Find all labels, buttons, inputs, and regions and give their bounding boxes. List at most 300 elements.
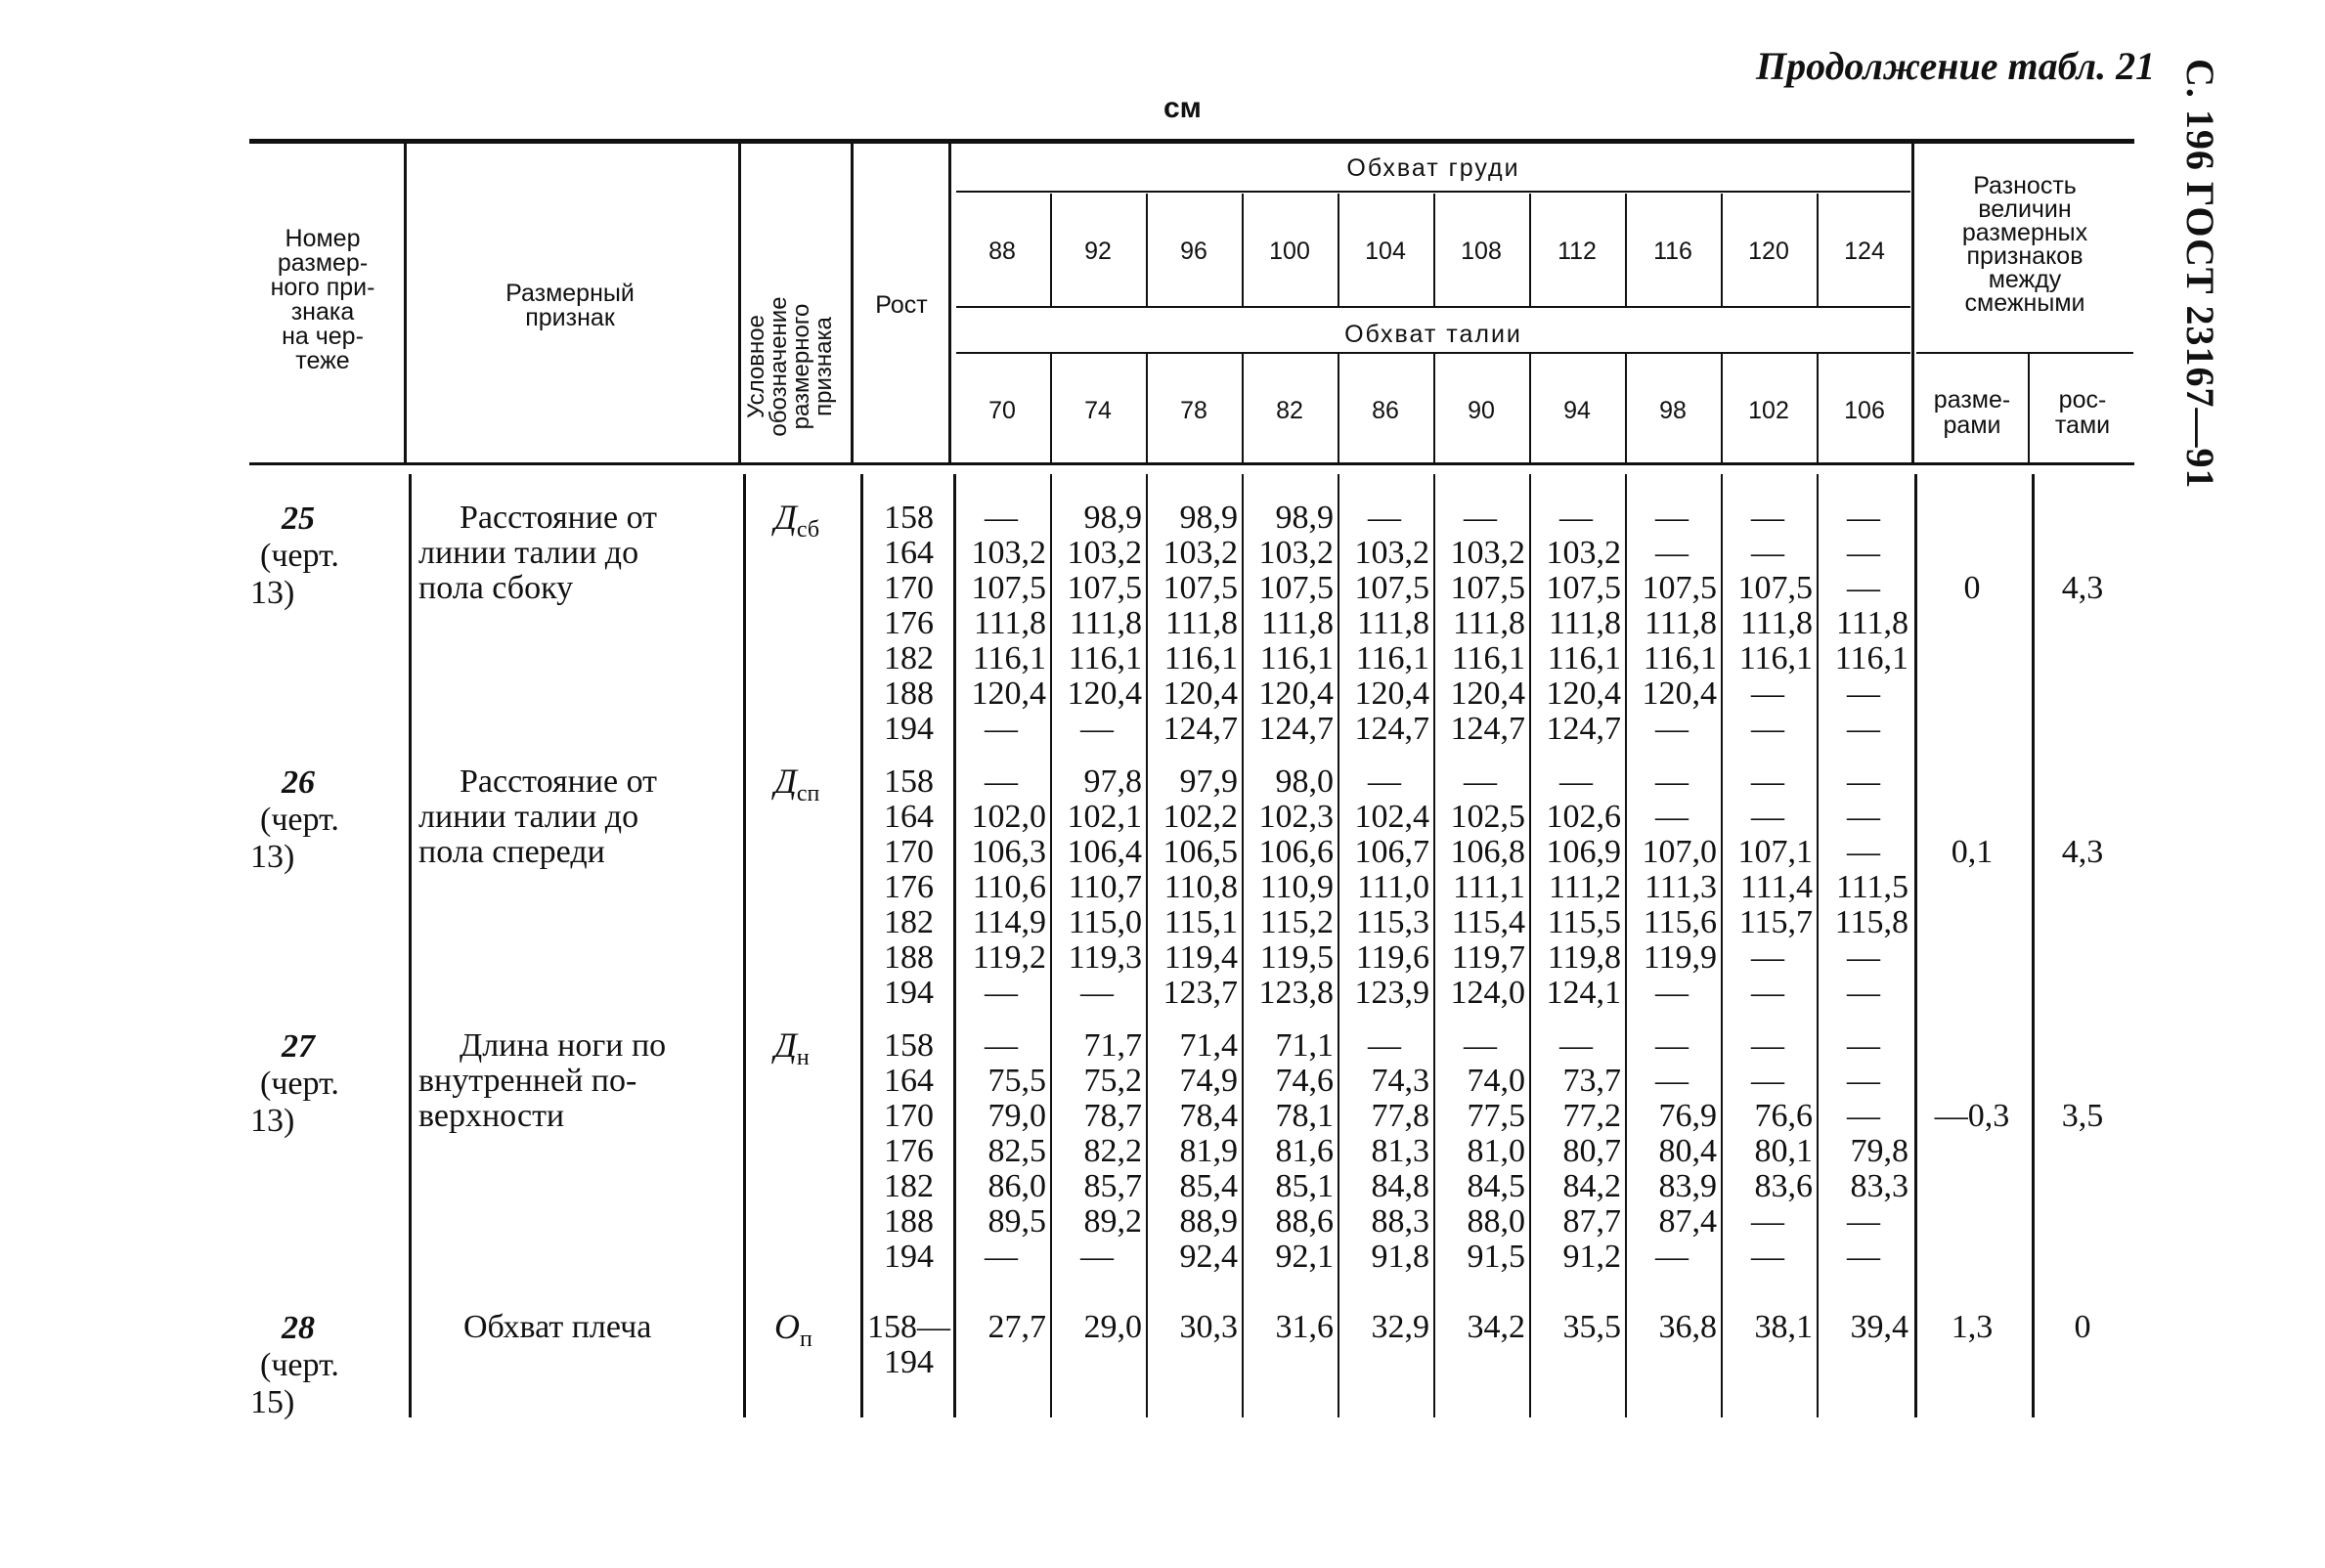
table-cell: 115,4 xyxy=(1451,904,1525,940)
height-value: 194 xyxy=(884,1239,934,1275)
drawing-reference: (черт. xyxy=(260,538,339,574)
height-value: 188 xyxy=(884,939,934,976)
table-cell: 88,3 xyxy=(1371,1203,1429,1240)
table-cell: 98,9 xyxy=(1179,500,1238,536)
chest-size-header: 104 xyxy=(1365,238,1406,265)
chest-size-header: 96 xyxy=(1180,238,1207,265)
vline-h2 xyxy=(738,143,741,462)
chest-size-header: 112 xyxy=(1557,238,1597,265)
waist-size-header: 82 xyxy=(1276,397,1303,424)
table-cell: 74,9 xyxy=(1179,1063,1238,1099)
feature-symbol xyxy=(774,497,819,544)
table-cell: 36,8 xyxy=(1658,1309,1717,1345)
table-cell: 116,1 xyxy=(1547,640,1621,676)
table-cell: 103,2 xyxy=(971,535,1046,571)
drawing-reference: 15) xyxy=(250,1384,295,1420)
table-cell: 78,1 xyxy=(1275,1098,1334,1134)
table-cell: — xyxy=(1464,1027,1497,1064)
table-cell: 102,5 xyxy=(1450,799,1525,835)
table-cell: 123,7 xyxy=(1162,975,1238,1011)
table-cell: 119,6 xyxy=(1355,939,1429,976)
table-cell: — xyxy=(1655,763,1689,800)
height-value: 164 xyxy=(884,799,934,835)
table-cell: — xyxy=(1751,975,1784,1011)
waist-title: Обхват талии xyxy=(1344,321,1522,348)
table-cell: — xyxy=(1655,500,1689,536)
table-cell: — xyxy=(1847,763,1880,800)
feature-symbol xyxy=(774,1024,810,1071)
feature-name-line: Длина ноги по xyxy=(460,1027,667,1064)
vline-b1 xyxy=(409,474,412,1417)
table-cell: 88,0 xyxy=(1467,1203,1525,1240)
height-value: 176 xyxy=(884,869,934,905)
table-cell: 32,9 xyxy=(1371,1309,1429,1345)
vline-h4 xyxy=(948,143,951,462)
table-cell: 116,1 xyxy=(972,640,1046,676)
table-top-rule xyxy=(249,139,2134,144)
feature-name-line: линии талии до xyxy=(418,799,639,835)
table-cell: 102,2 xyxy=(1162,799,1238,835)
table-cell: 97,8 xyxy=(1083,763,1142,800)
table-cell: 35,5 xyxy=(1562,1309,1621,1345)
vline-h3 xyxy=(851,143,854,462)
table-cell: 107,0 xyxy=(1642,834,1717,870)
table-cell: — xyxy=(1559,1027,1593,1064)
table-cell: — xyxy=(985,763,1018,800)
table-cell: — xyxy=(1751,1063,1784,1099)
row-number-cell xyxy=(244,764,352,876)
drawing-reference: 13) xyxy=(250,575,295,611)
table-cell: 81,9 xyxy=(1179,1133,1238,1169)
table-cell: 91,2 xyxy=(1562,1239,1621,1275)
vline-b2 xyxy=(743,474,746,1417)
feature-name-line: внутренней по- xyxy=(418,1063,637,1099)
feature-name-line: Расстояние от xyxy=(460,763,657,800)
symbol-subscript: сб xyxy=(796,517,820,544)
table-cell: 116,1 xyxy=(1163,640,1238,676)
symbol-subscript: п xyxy=(800,1327,812,1353)
height-value: 164 xyxy=(884,1063,934,1099)
table-cell: 119,9 xyxy=(1643,939,1717,976)
table-cell: 115,7 xyxy=(1738,904,1813,940)
table-cell: 111,8 xyxy=(1453,605,1525,641)
table-cell: — xyxy=(1847,711,1880,747)
row-number: 28 xyxy=(282,1310,315,1346)
table-cell: — xyxy=(1847,1239,1880,1275)
table-cell: 106,4 xyxy=(1067,834,1142,870)
table-cell: — xyxy=(1368,763,1401,800)
drawing-reference: 13) xyxy=(250,1103,295,1139)
table-cell: 103,2 xyxy=(1067,535,1142,571)
table-cell: 27,7 xyxy=(987,1309,1046,1345)
diff-rule xyxy=(1916,352,2133,354)
table-cell: 87,7 xyxy=(1562,1203,1621,1240)
table-cell: — xyxy=(1847,939,1880,976)
table-cell: 106,5 xyxy=(1162,834,1238,870)
table-cell: 81,0 xyxy=(1467,1133,1525,1169)
table-cell: 83,6 xyxy=(1754,1168,1813,1204)
feature-name-line: пола сбоку xyxy=(418,570,574,606)
table-cell: 78,4 xyxy=(1179,1098,1238,1134)
table-cell: — xyxy=(1464,500,1497,536)
table-cell: 84,2 xyxy=(1562,1168,1621,1204)
table-cell: 86,0 xyxy=(987,1168,1046,1204)
diff-heights-value: 4,3 xyxy=(2061,570,2104,606)
chest-size-header: 100 xyxy=(1269,238,1310,265)
table-cell: 124,7 xyxy=(1450,711,1525,747)
table-cell: 84,8 xyxy=(1371,1168,1429,1204)
chest-size-header: 120 xyxy=(1748,238,1789,265)
table-cell: 116,1 xyxy=(1451,640,1525,676)
table-cell: 81,6 xyxy=(1275,1133,1334,1169)
height-value: 176 xyxy=(884,605,934,641)
table-cell: — xyxy=(1751,799,1784,835)
feature-name xyxy=(418,1028,731,1134)
table-cell: — xyxy=(1080,975,1114,1011)
side-label: С. 196 ГОСТ 23167—91 xyxy=(2178,59,2222,490)
table-cell: 116,1 xyxy=(1834,640,1908,676)
table-cell: 79,8 xyxy=(1850,1133,1908,1169)
table-cell: 76,9 xyxy=(1658,1098,1717,1134)
chest-size-header: 88 xyxy=(988,238,1016,265)
col-header-symbol: Условное обозначение размерного признака xyxy=(743,296,837,437)
table-cell: 119,5 xyxy=(1259,939,1334,976)
height-value: 158 xyxy=(884,763,934,800)
feature-symbol xyxy=(774,761,819,807)
symbol-subscript: сп xyxy=(796,781,820,807)
feature-name-line: Расстояние от xyxy=(460,500,657,536)
table-cell: — xyxy=(1847,535,1880,571)
table-cell: 115,8 xyxy=(1834,904,1908,940)
table-cell: — xyxy=(1847,799,1880,835)
table-cell: 115,0 xyxy=(1068,904,1142,940)
height-value: 158 xyxy=(884,500,934,536)
table-cell: 111,8 xyxy=(1165,605,1238,641)
table-cell: — xyxy=(1847,1027,1880,1064)
table-cell: 107,1 xyxy=(1737,834,1813,870)
diff-sizes-value: 0,1 xyxy=(1951,834,1994,870)
table-cell: 39,4 xyxy=(1850,1309,1908,1345)
waist-size-header: 106 xyxy=(1844,397,1885,424)
height-value: 170 xyxy=(884,570,934,606)
table-cell: — xyxy=(1080,711,1114,747)
table-cell: 115,2 xyxy=(1259,904,1334,940)
table-cell: 77,8 xyxy=(1371,1098,1429,1134)
height-value: 158— xyxy=(867,1309,950,1345)
table-cell: 120,4 xyxy=(1546,675,1621,712)
waist-size-header: 94 xyxy=(1563,397,1591,424)
drawing-reference: (черт. xyxy=(260,802,339,838)
table-cell: — xyxy=(1847,675,1880,712)
table-cell: 107,5 xyxy=(1642,570,1717,606)
table-cell: 103,2 xyxy=(1546,535,1621,571)
height-value: 182 xyxy=(884,904,934,940)
table-cell: 111,0 xyxy=(1357,869,1429,905)
table-cell: 119,4 xyxy=(1163,939,1238,976)
table-cell: — xyxy=(1655,1239,1689,1275)
table-cell: 83,3 xyxy=(1850,1168,1908,1204)
table-cell: 116,1 xyxy=(1738,640,1813,676)
waist-size-header: 70 xyxy=(988,397,1016,424)
col-header-feature: Размерный признак xyxy=(505,280,635,331)
table-cell: 120,4 xyxy=(1162,675,1238,712)
table-cell: — xyxy=(1751,711,1784,747)
table-cell: 91,8 xyxy=(1371,1239,1429,1275)
height-value: 188 xyxy=(884,675,934,712)
table-cell: — xyxy=(985,975,1018,1011)
table-cell: 119,8 xyxy=(1547,939,1621,976)
table-cell: 103,2 xyxy=(1258,535,1334,571)
table-cell: — xyxy=(1847,1063,1880,1099)
table-cell: — xyxy=(1847,1203,1880,1240)
feature-name-line: пола спереди xyxy=(418,834,605,870)
table-cell: 106,8 xyxy=(1450,834,1525,870)
waist-size-header: 74 xyxy=(1084,397,1112,424)
table-cell: 75,5 xyxy=(987,1063,1046,1099)
table-cell: 120,4 xyxy=(1067,675,1142,712)
waist-size-header: 90 xyxy=(1468,397,1495,424)
diff-heights-value: 4,3 xyxy=(2061,834,2104,870)
table-cell: 38,1 xyxy=(1754,1309,1813,1345)
table-cell: 110,6 xyxy=(972,869,1046,905)
table-cell: 78,7 xyxy=(1083,1098,1142,1134)
table-cell: — xyxy=(1655,711,1689,747)
table-cell: 111,8 xyxy=(1070,605,1142,641)
table-cell: 77,2 xyxy=(1562,1098,1621,1134)
table-cell: — xyxy=(1751,675,1784,712)
table-cell: 111,8 xyxy=(1357,605,1429,641)
table-cell: — xyxy=(1847,975,1880,1011)
row-number-cell xyxy=(244,501,352,612)
table-cell: — xyxy=(985,1027,1018,1064)
symbol-letter: Д xyxy=(774,762,797,801)
table-cell: 107,5 xyxy=(1546,570,1621,606)
table-cell: 120,4 xyxy=(1450,675,1525,712)
table-cell: 102,4 xyxy=(1354,799,1429,835)
waist-size-header: 86 xyxy=(1372,397,1399,424)
row-number: 27 xyxy=(282,1028,315,1065)
table-cell: 98,9 xyxy=(1275,500,1334,536)
row-number-cell xyxy=(244,1028,352,1140)
waist-size-header: 98 xyxy=(1659,397,1687,424)
table-cell: 91,5 xyxy=(1467,1239,1525,1275)
diff-sizes-value: 0 xyxy=(1963,570,1981,606)
table-cell: 111,3 xyxy=(1645,869,1717,905)
table-cell: 87,4 xyxy=(1658,1203,1717,1240)
table-cell: 120,4 xyxy=(1642,675,1717,712)
height-value: 182 xyxy=(884,640,934,676)
table-cell: — xyxy=(1847,500,1880,536)
feature-symbol xyxy=(774,1306,812,1353)
table-cell: 106,9 xyxy=(1546,834,1621,870)
table-cell: 98,0 xyxy=(1275,763,1334,800)
chest-size-header: 108 xyxy=(1461,238,1502,265)
table-cell: 89,5 xyxy=(987,1203,1046,1240)
table-cell: 71,1 xyxy=(1275,1027,1334,1064)
diff-sizes-value: 1,3 xyxy=(1951,1309,1994,1345)
table-cell: 34,2 xyxy=(1467,1309,1525,1345)
chest-size-header: 124 xyxy=(1844,238,1885,265)
table-cell: 106,7 xyxy=(1354,834,1429,870)
height-value: 176 xyxy=(884,1133,934,1169)
table-cell: 76,6 xyxy=(1754,1098,1813,1134)
table-cell: — xyxy=(1559,500,1593,536)
table-cell: 82,5 xyxy=(987,1133,1046,1169)
table-cell: 123,9 xyxy=(1354,975,1429,1011)
table-cell: 111,8 xyxy=(1836,605,1908,641)
table-cell: 115,6 xyxy=(1643,904,1717,940)
table-cell: 75,2 xyxy=(1083,1063,1142,1099)
table-cell: 73,7 xyxy=(1562,1063,1621,1099)
table-cell: 111,8 xyxy=(1549,605,1621,641)
table-cell: — xyxy=(1751,535,1784,571)
feature-name-line: линии талии до xyxy=(418,535,639,571)
table-cell: 81,3 xyxy=(1371,1133,1429,1169)
table-cell: — xyxy=(1368,500,1401,536)
diff-heights-header: рос- тами xyxy=(2054,386,2111,439)
table-cell: — xyxy=(1751,1027,1784,1064)
height-value: 170 xyxy=(884,834,934,870)
header-bottom-rule xyxy=(249,462,2134,465)
table-cell: 115,5 xyxy=(1547,904,1621,940)
table-cell: 120,4 xyxy=(971,675,1046,712)
vline-b5 xyxy=(1914,474,1917,1417)
table-cell: 29,0 xyxy=(1083,1309,1142,1345)
table-cell: 111,8 xyxy=(1645,605,1717,641)
symbol-letter: Д xyxy=(774,498,797,537)
height-value: 194 xyxy=(884,1344,934,1380)
table-cell: 119,2 xyxy=(972,939,1046,976)
table-cell: 116,1 xyxy=(1355,640,1429,676)
chest-size-header: 92 xyxy=(1084,238,1112,265)
table-cell: 102,6 xyxy=(1546,799,1621,835)
table-cell: 79,0 xyxy=(987,1098,1046,1134)
table-cell: 102,0 xyxy=(971,799,1046,835)
table-cell: 98,9 xyxy=(1083,500,1142,536)
symbol-letter: О xyxy=(774,1307,800,1346)
table-cell: — xyxy=(1847,1098,1880,1134)
diff-heights-value: 0 xyxy=(2074,1309,2091,1345)
vline-h1 xyxy=(404,143,407,462)
table-cell: 97,9 xyxy=(1179,763,1238,800)
table-cell: 107,5 xyxy=(1258,570,1334,606)
height-value: 182 xyxy=(884,1168,934,1204)
table-cell: — xyxy=(1847,834,1880,870)
table-cell: — xyxy=(1751,1203,1784,1240)
table-cell: 103,2 xyxy=(1354,535,1429,571)
drawing-reference: (черт. xyxy=(260,1066,339,1102)
table-cell: 107,5 xyxy=(1162,570,1238,606)
table-cell: 124,7 xyxy=(1162,711,1238,747)
table-cell: 114,9 xyxy=(972,904,1046,940)
drawing-reference: (черт. xyxy=(260,1347,339,1383)
table-cell: 120,4 xyxy=(1258,675,1334,712)
feature-name xyxy=(418,764,731,870)
vline-b6 xyxy=(2032,474,2035,1417)
table-cell: 106,3 xyxy=(971,834,1046,870)
row-number-cell xyxy=(244,1310,352,1421)
table-cell: — xyxy=(1080,1239,1114,1275)
continuation-title: Продолжение табл. 21 xyxy=(1756,44,2156,88)
table-cell: 83,9 xyxy=(1658,1168,1717,1204)
table-cell: 103,2 xyxy=(1162,535,1238,571)
table-cell: 116,1 xyxy=(1068,640,1142,676)
table-cell: — xyxy=(1751,500,1784,536)
symbol-subscript: н xyxy=(796,1045,810,1071)
diff-title: Разность величин размерных признаков между смежными xyxy=(1961,172,2088,317)
table-cell: — xyxy=(1655,1027,1689,1064)
table-cell: 120,4 xyxy=(1354,675,1429,712)
diff-heights-value: 3,5 xyxy=(2061,1098,2104,1134)
table-cell: 116,1 xyxy=(1259,640,1334,676)
table-cell: 77,5 xyxy=(1467,1098,1525,1134)
table-cell: 92,1 xyxy=(1275,1239,1334,1275)
table-cell: 92,4 xyxy=(1179,1239,1238,1275)
table-cell: 30,3 xyxy=(1179,1309,1238,1345)
table-cell: 85,1 xyxy=(1275,1168,1334,1204)
table-cell: — xyxy=(1464,763,1497,800)
diff-sizes-header: разме- рами xyxy=(1933,386,2011,439)
table-cell: — xyxy=(1751,1239,1784,1275)
vline-h6 xyxy=(2028,354,2030,462)
table-cell: 124,7 xyxy=(1258,711,1334,747)
row-number: 26 xyxy=(282,764,315,801)
height-value: 194 xyxy=(884,975,934,1011)
feature-name-line: верхности xyxy=(418,1098,565,1134)
table-cell: 107,5 xyxy=(1737,570,1813,606)
table-cell: 110,8 xyxy=(1163,869,1238,905)
col-header-height: Рост xyxy=(875,291,928,319)
table-cell: — xyxy=(1751,763,1784,800)
table-cell: 111,2 xyxy=(1549,869,1621,905)
height-value: 158 xyxy=(884,1027,934,1064)
table-cell: 102,1 xyxy=(1067,799,1142,835)
table-cell: 106,6 xyxy=(1258,834,1334,870)
table-cell: — xyxy=(985,500,1018,536)
table-cell: 124,7 xyxy=(1546,711,1621,747)
unit-label: см xyxy=(1163,92,1202,124)
table-cell: 110,9 xyxy=(1259,869,1334,905)
chest-rule xyxy=(956,191,1910,193)
table-cell: 124,0 xyxy=(1450,975,1525,1011)
table-cell: 124,7 xyxy=(1354,711,1429,747)
table-cell: — xyxy=(1655,975,1689,1011)
table-cell: — xyxy=(1655,535,1689,571)
table-cell: 82,2 xyxy=(1083,1133,1142,1169)
waist-size-header: 102 xyxy=(1748,397,1789,424)
row-number: 25 xyxy=(282,501,315,537)
table-cell: 80,1 xyxy=(1754,1133,1813,1169)
table-cell: — xyxy=(1847,570,1880,606)
table-cell: 111,5 xyxy=(1836,869,1908,905)
table-cell: 74,3 xyxy=(1371,1063,1429,1099)
table-cell: — xyxy=(1368,1027,1401,1064)
feature-name-line: Обхват плеча xyxy=(463,1309,652,1345)
chest-title: Обхват груди xyxy=(1346,154,1520,182)
table-cell: 74,0 xyxy=(1467,1063,1525,1099)
diff-sizes-value: —0,3 xyxy=(1934,1098,2010,1134)
table-cell: 116,1 xyxy=(1643,640,1717,676)
table-cell: 84,5 xyxy=(1467,1168,1525,1204)
height-value: 164 xyxy=(884,535,934,571)
table-cell: 115,1 xyxy=(1163,904,1238,940)
table-cell: 31,6 xyxy=(1275,1309,1334,1345)
vline-h5 xyxy=(1911,143,1914,462)
table-cell: 110,7 xyxy=(1068,869,1142,905)
height-value: 188 xyxy=(884,1203,934,1240)
table-cell: — xyxy=(985,711,1018,747)
table-cell: — xyxy=(1655,799,1689,835)
